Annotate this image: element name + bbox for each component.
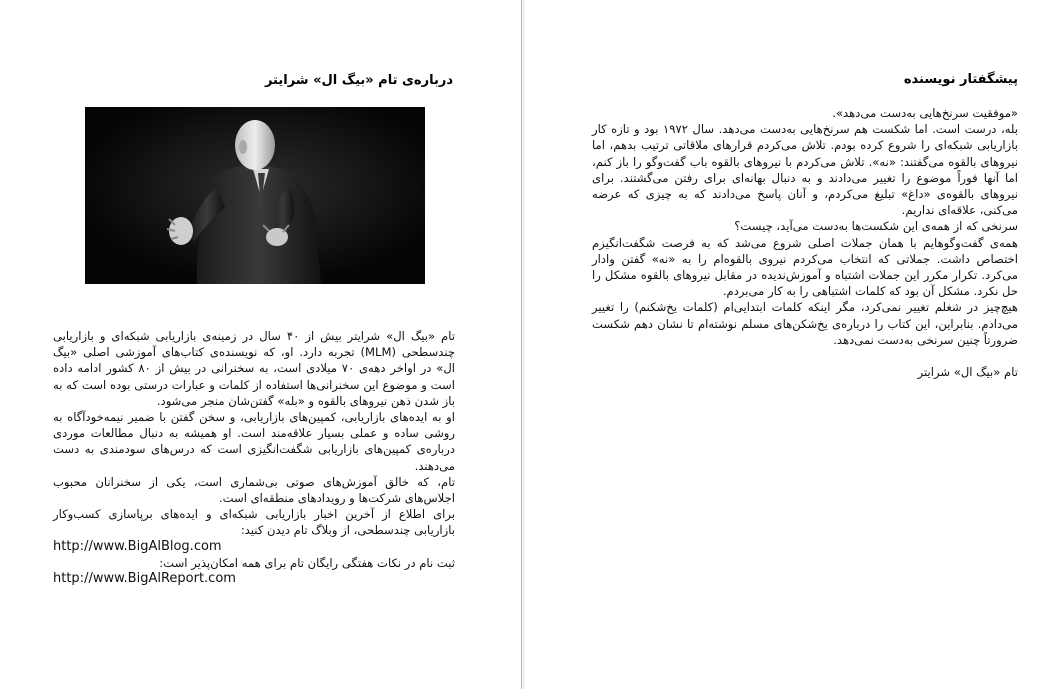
bio-paragraph-4: برای اطلاع از آخرین اخبار بازاریابی شبکه‌ای و ایده‌های برپاسازی کسب‌وکار بازاریابی چندسطحی، از وبلاگ تام دیدن کنید: <box>53 507 455 538</box>
bio-paragraph-1: تام «بیگ ال» شرایتر بیش از ۴۰ سال در زمینه‌ی بازاریابی شبکه‌ای و بازاریابی چندسطحی (MLM) تجربه دارد. او، که نویسنده‌ی کتاب‌های آموزشی اصلی «بیگ ال» در اواخر دهه‌ی ۷۰ میلادی است، به سخنرانی در بیش از ۸۰ کشور ادامه داده است و موضوع این سخنرانی‌ها استفاده از کلمات و عبارات درستی بوده است که به باز شدن ذهن نیروهای بالقوه و «بله» گفتن‌شان منجر می‌شود. <box>53 329 455 408</box>
about-author-text <box>53 328 455 587</box>
preface-signature: تام «بیگ ال» شرایتر <box>917 365 1018 380</box>
preface-paragraph-4: همه‌ی گفت‌وگوهایم با همان جملات اصلی شروع می‌شد که به فرصت شگفت‌انگیزم اختصاص داشت. جملاتی که انتخاب می‌کردم نیروی بالقوه‌ام را به «نه» گفتن وادار می‌کرد. تکرار مکرر این جملات اشتباه و آموزش‌ندیده در مقابل نیروهای بالقوه مشکل را حل نکرد. مشکل آن بود که کلمات اشتباهی را به کار می‌بردم. <box>592 235 1018 299</box>
report-link[interactable]: http://www.BigAlReport.com <box>53 570 236 586</box>
preface-paragraph-3: سرنخی که از همه‌ی این شکست‌ها به‌دست می‌آید، چیست؟ <box>734 219 1018 234</box>
bio-paragraph-2: او به ایده‌های بازاریابی، کمپین‌های بازاریابی، و سخن گفتن با ضمیر نیمه‌خودآگاه به روشی ساده و عملی بسیار علاقه‌مند است. او همیشه به دنبال مطالعات موردی درباره‌ی کمپین‌های بازاریابی شگفت‌انگیزی است که درس‌های سودمندی به دست می‌دهند. <box>53 410 455 473</box>
speaker-photo-illustration <box>85 107 425 284</box>
about-author-title: درباره‌ی تام «بیگ ال» شرایتر <box>264 73 453 88</box>
preface-text <box>592 105 1018 380</box>
preface-paragraph-2: بله، درست است. اما شکست هم سرنخ‌هایی به‌دست می‌دهد. سال ۱۹۷۲ بود و تازه کار بازاریابی شبکه‌ای را شروع کرده بودم. تلاش می‌کردم قرارهای ملاقاتی ترتیب بدهم، اما نیروهای بالقوه می‌گفتند: «نه». تلاش می‌کردم با نیروهای بالقوه باب گفت‌وگو را باز کنم، اما آنها فوراً موضوع را تغییر می‌دادند و به دنبال بهانه‌ای برای رفتن می‌گشتند. برای نیروهای بالقوه‌ی «داغ» تبلیغ می‌کردم، و آنان پاسخ می‌دادند که به چیزی که عرضه می‌کنی، علاقه‌ای نداریم. <box>592 122 1018 218</box>
preface-paragraph-1: «موفقیت سرنخ‌هایی به‌دست می‌دهد». <box>832 106 1018 120</box>
bio-paragraph-3: تام، که خالق آموزش‌های صوتی بی‌شماری است، یکی از سخنرانان محبوب اجلاس‌های شرکت‌ها و رویدادهای منطقه‌ای است. <box>53 474 455 506</box>
left-page <box>0 0 521 689</box>
newsletter-text: ثبت نام در نکات هفتگی رایگان تام برای همه امکان‌پذیر است: <box>159 555 455 570</box>
author-photo <box>85 107 425 284</box>
blog-link[interactable]: http://www.BigAlBlog.com <box>53 538 222 554</box>
right-page <box>525 0 1058 689</box>
preface-paragraph-5: هیچ‌چیز در شغلم تغییر نمی‌کرد، مگر اینکه کلمات ابتدایی‌ام (کلمات یخ‌شکنم) را تغییر می‌دادم. بنابراین، این کتاب را درباره‌ی یخ‌شکن‌های مسلم نوشته‌ام تا نشان دهم شکست ضرورتاً چنین سرنخی به‌دست نمی‌دهد. <box>592 300 1018 347</box>
preface-title: پیشگفتار نویسنده <box>903 72 1018 87</box>
